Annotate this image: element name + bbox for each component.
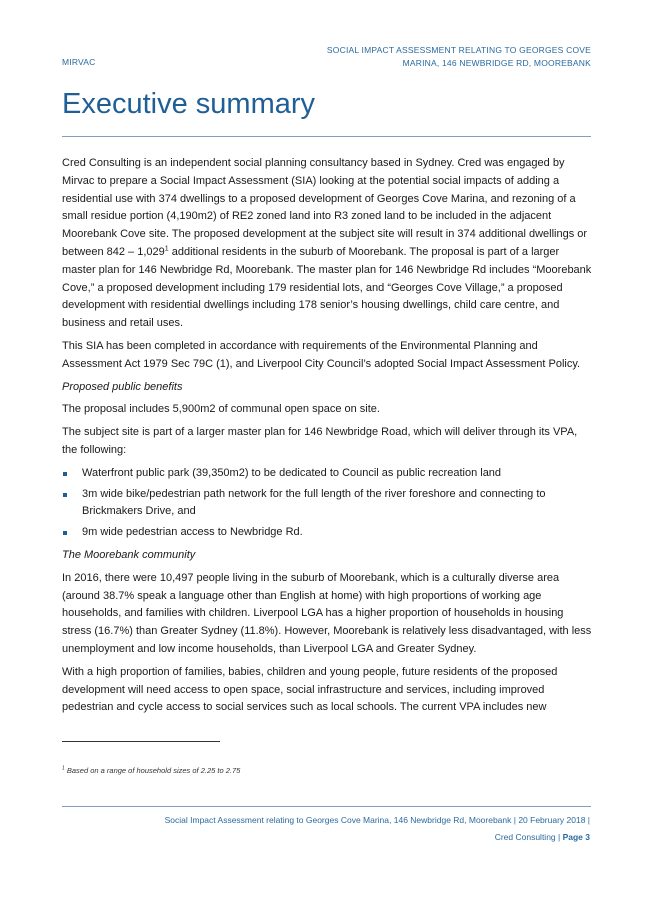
header-report-title <box>327 44 591 70</box>
paragraph-future-needs: With a high proportion of families, babies, children and young people, future residents of the proposed development will need access to open space, social infrastructure and services, including improved pedestrian and cycle access to social services such as local schools. The current VPA includes new <box>62 665 558 714</box>
footnote-marker: 1 <box>62 765 65 772</box>
footer-document-info: Social Impact Assessment relating to Georges Cove Marina, 146 Newbridge Rd, Moorebank | 20 February 2018 | <box>164 815 590 825</box>
footnote-reference[interactable]: 1 <box>164 245 169 253</box>
footer-divider <box>62 806 591 807</box>
paragraph-intro-part1: Cred Consulting is an independent social planning consultancy based in Sydney. Cred was engaged by Mirvac to prepare a Social Impact Assessment (SIA) looking at the potential social impacts of adding a residential use with 374 dwellings to a proposed development of Georges Cove Marina, and rezoning of a small residue portion (4,190m2) of RE2 zoned land into R3 zoned land to be included in the adjacent Moorebank Cove site. The proposed development at the subject site will result in 374 additional dwellings or between 842 – 1,029 <box>62 157 588 258</box>
paragraph-compliance: This SIA has been completed in accordance with requirements of the Environmental Planning and Assessment Act 1979 Sec 79C (1), and Liverpool City Council’s adopted Social Impact Assessment Policy. <box>62 339 581 370</box>
paragraph-vpa: The subject site is part of a larger master plan for 146 Newbridge Road, which will deliver through its VPA, the following: <box>62 426 578 456</box>
header-report-title-line2: MARINA, 146 NEWBRIDGE RD, MOOREBANK <box>402 58 591 68</box>
list-item <box>62 486 592 522</box>
bullet-square-icon <box>63 472 67 476</box>
page-number: Page 3 <box>562 832 590 842</box>
benefits-list <box>62 465 592 542</box>
title-divider <box>62 136 591 137</box>
page-title: Executive summary <box>62 88 316 120</box>
footnote-divider <box>62 741 220 742</box>
list-item-text: 9m wide pedestrian access to Newbridge Rd. <box>82 526 303 539</box>
footer-organization: Cred Consulting | <box>494 832 563 842</box>
list-item <box>62 524 592 542</box>
paragraph-open-space: The proposal includes 5,900m2 of communal open space on site. <box>62 403 380 416</box>
bullet-square-icon <box>63 531 67 535</box>
footnote <box>62 766 240 775</box>
paragraph-demographics: In 2016, there were 10,497 people living in the suburb of Moorebank, which is a culturally diverse area (around 38.7% speak a language other than English at home) with high proportions of working age households, and families with children. Liverpool LGA has a higher proportion of households in housing stress (16.7%) than Greater Sydney (11.8%). However, Moorebank is relatively less disadvantaged, with less unemployment and low income households, than Liverpool LGA and Greater Sydney. <box>62 571 592 655</box>
header-report-title-line1: SOCIAL IMPACT ASSESSMENT RELATING TO GEORGES COVE <box>326 45 591 55</box>
document-body <box>62 155 592 722</box>
bullet-square-icon <box>63 493 67 497</box>
header-company: MIRVAC <box>62 57 96 67</box>
paragraph-intro-part2: additional residents in the suburb of Moorebank. The proposal is part of a larger master plan for 146 Newbridge Rd, Moorebank. The master plan for 146 Newbridge Rd includes “Moorebank Cove,” a proposed development including 179 residential lots, and “Georges Cove Village,” a proposed development with residential dwellings including 178 senior’s housing dwellings, child care centre, and business and retail uses. <box>62 245 592 330</box>
footnote-text: Based on a range of household sizes of 2.25 to 2.75 <box>64 766 241 775</box>
list-item-text: 3m wide bike/pedestrian path network for the full length of the river foreshore and connecting to Brickmakers Drive, and <box>82 487 546 518</box>
footer-page-info <box>495 832 590 842</box>
heading-community: The Moorebank community <box>62 548 196 561</box>
paragraph-intro <box>62 155 592 333</box>
list-item <box>62 465 592 483</box>
heading-public-benefits: Proposed public benefits <box>62 380 183 393</box>
list-item-text: Waterfront public park (39,350m2) to be dedicated to Council as public recreation land <box>82 466 502 479</box>
